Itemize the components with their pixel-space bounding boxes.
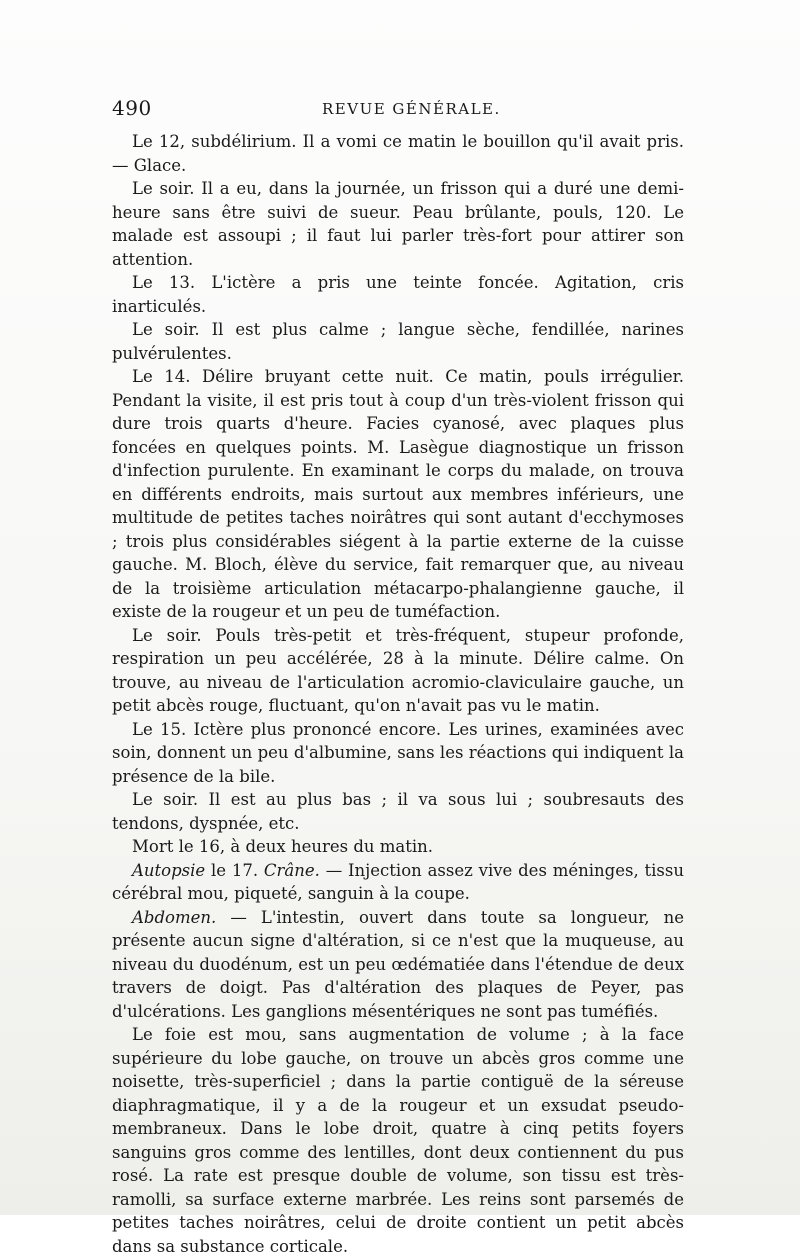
crane-label: Crâne. bbox=[263, 860, 320, 880]
paragraph-autopsie bbox=[112, 859, 684, 906]
paragraph-le-13: Le 13. L'ictère a pris une teinte foncée. Agitation, cris inarticulés. bbox=[112, 273, 684, 316]
paragraph-mort: Mort le 16, à deux heures du matin. bbox=[132, 837, 434, 856]
abdomen-text: — L'intestin, ouvert dans toute sa longueur, ne présente aucun signe d'altération, si ce n'est que la muqueuse, au niveau du duodénum, est un peu œdématiée dans l'étendue de deux travers de doigt. Pas d'altération des plaques de Peyer, pas d'ulcérations. Les ganglions mésentériques ne sont pas tuméfiés. bbox=[112, 907, 684, 1021]
running-title: REVUE GÉNÉRALE. bbox=[322, 100, 501, 118]
page-number: 490 bbox=[112, 96, 152, 120]
page-header bbox=[112, 96, 682, 122]
paragraph-le-12: Le 12, subdélirium. Il a vomi ce matin le bouillon qu'il avait pris. — Glace. bbox=[112, 132, 684, 175]
autopsie-date: le 17. bbox=[205, 860, 264, 880]
body-text bbox=[112, 130, 684, 1258]
paragraph-le-13-soir: Le soir. Il est plus calme ; langue sèche, fendillée, narines pulvérulentes. bbox=[112, 320, 684, 363]
paragraph-le-14: Le 14. Délire bruyant cette nuit. Ce matin, pouls irrégulier. Pendant la visite, il est pris tout à coup d'un très-violent frisson qui dure trois quarts d'heure. Facies cyanosé, avec plaques plus foncées en quelques points. M. Lasègue diagnostique un frisson d'infection purulente. En examinant le corps du malade, on trouva en différents endroits, mais surtout aux membres inférieurs, une multitude de petites taches noirâtres qui sont autant d'ecchymoses ; trois plus considérables siégent à la partie externe de la cuisse gauche. M. Bloch, élève du service, fait remarquer que, au niveau de la troisième articulation métacarpo-phalangienne gauche, il existe de la rougeur et un peu de tuméfaction. bbox=[112, 367, 684, 621]
paragraph-le-15-soir: Le soir. Il est au plus bas ; il va sous lui ; soubresauts des tendons, dyspnée, etc. bbox=[112, 790, 684, 833]
abdomen-label: Abdomen. bbox=[132, 907, 217, 927]
crane-text: — Injection assez vive des méninges, tissu cérébral mou, piqueté, sanguin à la coupe. bbox=[112, 860, 684, 903]
autopsie-label: Autopsie bbox=[132, 860, 206, 880]
paragraph-le-12-soir: Le soir. Il a eu, dans la journée, un frisson qui a duré une demi-heure sans être suivi de sueur. Peau brûlante, pouls, 120. Le malade est assoupi ; il faut lui parler très-fort pour attirer son attention. bbox=[112, 179, 684, 269]
paragraph-le-15: Le 15. Ictère plus prononcé encore. Les urines, examinées avec soin, donnent un peu d'albumine, sans les réactions qui indiquent la présence de la bile. bbox=[112, 719, 684, 786]
paragraph-le-14-soir: Le soir. Pouls très-petit et très-fréquent, stupeur profonde, respiration un peu accélérée, 28 à la minute. Délire calme. On trouve, au niveau de l'articulation acromio-claviculaire gauche, un petit abcès rouge, fluctuant, qu'on n'avait pas vu le matin. bbox=[112, 625, 684, 715]
paragraph-foie: Le foie est mou, sans augmentation de volume ; à la face supérieure du lobe gauche, on trouve un abcès gros comme une noisette, très-superficiel ; dans la partie contiguë de la séreuse diaphragmatique, il y a de la rougeur et un exsudat pseudo-membraneux. Dans le lobe droit, quatre à cinq petits foyers sanguins gros comme des lentilles, dont deux contiennent du pus rosé. La rate est presque double de volume, son tissu est très-ramolli, sa surface externe marbrée. Les reins sont parsemés de petites taches noirâtres, celui de droite contient un petit abcès dans sa substance corticale. bbox=[112, 1025, 684, 1256]
paragraph-abdomen bbox=[112, 906, 684, 1024]
